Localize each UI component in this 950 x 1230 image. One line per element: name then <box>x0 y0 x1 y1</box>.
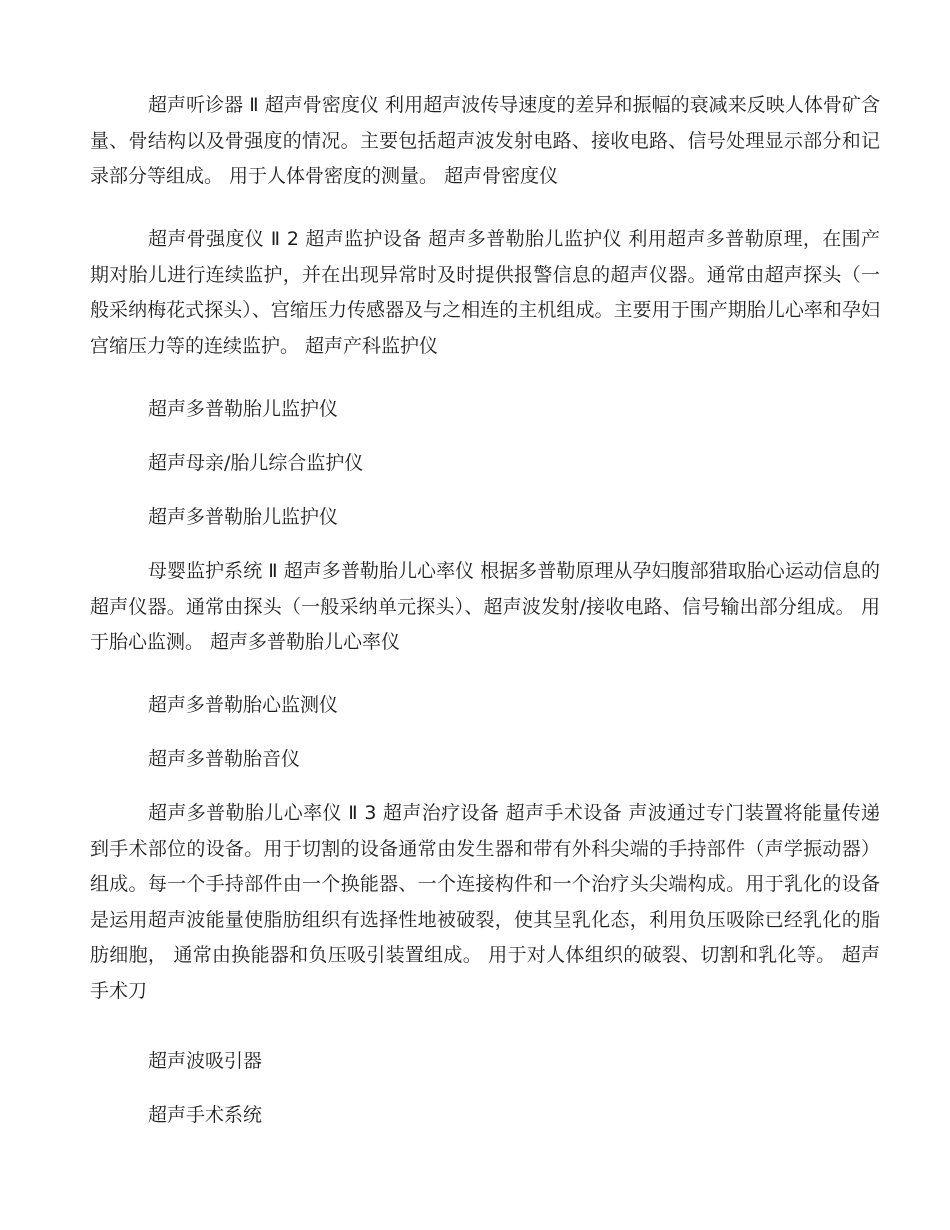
paragraph-item-surgical-system: 超声手术系统 <box>148 1104 263 1126</box>
paragraph-bone-density: 超声听诊器 Ⅱ 超声骨密度仪 利用超声波传导速度的差异和振幅的衰减来反映人体骨矿含量、骨结构以及骨强度的情况。主要包括超声波发射电路、接收电路、信号处理显示部分和记录部分等组成。 用于人体骨密度的测量。 超声骨密度仪 <box>90 94 880 187</box>
paragraph-item-ultrasonic-aspirator: 超声波吸引器 <box>148 1050 263 1072</box>
paragraph-item-maternal-fetal-monitor: 超声母亲/胎儿综合监护仪 <box>148 452 364 474</box>
paragraph-item-fetal-monitor-2: 超声多普勒胎儿监护仪 <box>148 506 339 528</box>
paragraph-item-fetal-heart-detector: 超声多普勒胎心监测仪 <box>148 694 339 716</box>
paragraph-item-fetal-monitor: 超声多普勒胎儿监护仪 <box>148 398 339 420</box>
paragraph-item-fetal-sound: 超声多普勒胎音仪 <box>148 748 301 770</box>
paragraph-fetal-monitor: 超声骨强度仪 Ⅱ 2 超声监护设备 超声多普勒胎儿监护仪 利用超声多普勒原理，在围产期对胎儿进行连续监护，并在出现异常时及时提供报警信息的超声仪器。通常由超声探头（一般采纳梅花式探头）、宫缩压力传感器及与之相连的主机组成。主要用于围产期胎儿心率和孕妇宫缩压力等的连续监护。 超声产科监护仪 <box>90 228 880 357</box>
paragraph-fetal-heart-rate: 母婴监护系统 Ⅱ 超声多普勒胎儿心率仪 根据多普勒原理从孕妇腹部猎取胎心运动信息的超声仪器。通常由探头（一般采纳单元探头）、超声波发射/接收电路、信号输出部分组成。 用于胎心监测。 超声多普勒胎儿心率仪 <box>90 560 880 653</box>
paragraph-surgical-device: 超声多普勒胎儿心率仪 Ⅱ 3 超声治疗设备 超声手术设备 声波通过专门装置将能量传递到手术部位的设备。用于切割的设备通常由发生器和带有外科尖端的手持部件（声学振动器）组成。每一个手持部件由一个换能器、一个连接构件和一个治疗头尖端构成。用于乳化的设备是运用超声波能量使脂肪组织有选择性地被破裂，使其呈乳化态，利用负压吸除已经乳化的脂肪细胞， 通常由换能器和负压吸引装置组成。 用于对人体组织的破裂、切割和乳化等。 超声手术刀 <box>90 802 880 1002</box>
